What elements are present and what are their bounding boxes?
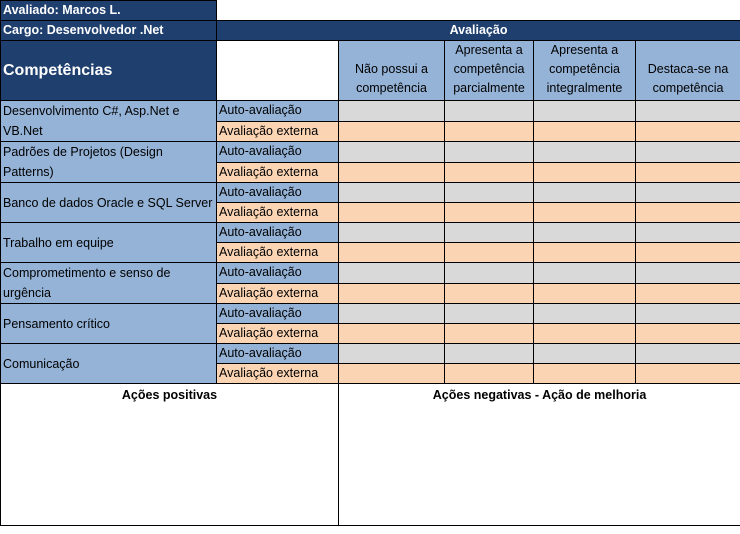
competency-row-auto: [1, 263, 740, 284]
auto-evaluation-label[interactable]: Auto-avaliação: [217, 101, 339, 122]
auto-evaluation-cell[interactable]: [339, 344, 445, 364]
auto-evaluation-cell[interactable]: [445, 304, 534, 324]
auto-evaluation-cell[interactable]: [534, 142, 636, 163]
external-evaluation-label[interactable]: Avaliação externa: [217, 324, 339, 344]
auto-evaluation-cell[interactable]: [534, 101, 636, 122]
auto-evaluation-label[interactable]: Auto-avaliação: [217, 223, 339, 243]
competency-name[interactable]: Comprometimento e senso de urgência: [1, 263, 217, 304]
external-evaluation-cell[interactable]: [636, 203, 740, 223]
external-evaluation-label[interactable]: Avaliação externa: [217, 203, 339, 223]
empty-cell[interactable]: [217, 1, 740, 21]
external-evaluation-cell[interactable]: [445, 162, 534, 183]
external-evaluation-cell[interactable]: [339, 162, 445, 183]
auto-evaluation-cell[interactable]: [534, 223, 636, 243]
external-evaluation-cell[interactable]: [445, 283, 534, 304]
auto-evaluation-cell[interactable]: [445, 223, 534, 243]
external-evaluation-cell[interactable]: [339, 243, 445, 263]
external-evaluation-label[interactable]: Avaliação externa: [217, 162, 339, 183]
negative-actions-box[interactable]: Ações negativas - Ação de melhoria: [339, 384, 740, 526]
auto-evaluation-cell[interactable]: [339, 304, 445, 324]
auto-evaluation-cell[interactable]: [636, 101, 740, 122]
auto-evaluation-cell[interactable]: [534, 263, 636, 284]
external-evaluation-cell[interactable]: [339, 203, 445, 223]
auto-evaluation-cell[interactable]: [339, 142, 445, 163]
type-header-blank[interactable]: [217, 41, 339, 101]
external-evaluation-cell[interactable]: [445, 243, 534, 263]
external-evaluation-cell[interactable]: [445, 324, 534, 344]
external-evaluation-cell[interactable]: [445, 364, 534, 384]
evaluation-header[interactable]: Avaliação: [217, 21, 740, 41]
external-evaluation-cell[interactable]: [636, 162, 740, 183]
external-evaluation-label[interactable]: Avaliação externa: [217, 364, 339, 384]
auto-evaluation-cell[interactable]: [445, 263, 534, 284]
external-evaluation-cell[interactable]: [339, 121, 445, 142]
competency-name[interactable]: Trabalho em equipe: [1, 223, 217, 263]
column-header-parcialmente[interactable]: Apresenta a competência parcialmente: [445, 41, 534, 101]
external-evaluation-cell[interactable]: [636, 324, 740, 344]
competency-name[interactable]: Padrões de Projetos (Design Patterns): [1, 142, 217, 183]
competency-row-auto: [1, 344, 740, 364]
auto-evaluation-cell[interactable]: [636, 183, 740, 203]
external-evaluation-cell[interactable]: [534, 162, 636, 183]
column-header-nao-possui[interactable]: Não possui a competência: [339, 41, 445, 101]
external-evaluation-cell[interactable]: [534, 364, 636, 384]
auto-evaluation-cell[interactable]: [636, 304, 740, 324]
auto-evaluation-label[interactable]: Auto-avaliação: [217, 183, 339, 203]
competency-row-auto: [1, 223, 740, 243]
external-evaluation-label[interactable]: Avaliação externa: [217, 283, 339, 304]
auto-evaluation-cell[interactable]: [445, 101, 534, 122]
auto-evaluation-cell[interactable]: [534, 304, 636, 324]
auto-evaluation-cell[interactable]: [534, 344, 636, 364]
auto-evaluation-cell[interactable]: [636, 344, 740, 364]
external-evaluation-cell[interactable]: [534, 283, 636, 304]
external-evaluation-cell[interactable]: [445, 203, 534, 223]
external-evaluation-cell[interactable]: [445, 121, 534, 142]
auto-evaluation-cell[interactable]: [339, 223, 445, 243]
external-evaluation-cell[interactable]: [636, 243, 740, 263]
auto-evaluation-cell[interactable]: [339, 183, 445, 203]
evaluated-name-cell[interactable]: Avaliado: Marcos L.: [1, 1, 217, 21]
external-evaluation-cell[interactable]: [636, 121, 740, 142]
column-header-destaca-se[interactable]: Destaca-se na competência: [636, 41, 740, 101]
competency-name[interactable]: Banco de dados Oracle e SQL Server: [1, 183, 217, 223]
positive-actions-box[interactable]: Ações positivas: [1, 384, 339, 526]
auto-evaluation-cell[interactable]: [636, 142, 740, 163]
auto-evaluation-cell[interactable]: [445, 344, 534, 364]
competency-row-auto: [1, 183, 740, 203]
competencies-header[interactable]: Competências: [1, 41, 217, 101]
auto-evaluation-label[interactable]: Auto-avaliação: [217, 344, 339, 364]
competency-row-auto: [1, 304, 740, 324]
external-evaluation-label[interactable]: Avaliação externa: [217, 121, 339, 142]
auto-evaluation-cell[interactable]: [445, 142, 534, 163]
auto-evaluation-cell[interactable]: [636, 223, 740, 243]
job-title-cell[interactable]: Cargo: Desenvolvedor .Net: [1, 21, 217, 41]
external-evaluation-label[interactable]: Avaliação externa: [217, 243, 339, 263]
auto-evaluation-label[interactable]: Auto-avaliação: [217, 304, 339, 324]
column-header-integralmente[interactable]: Apresenta a competência integralmente: [534, 41, 636, 101]
external-evaluation-cell[interactable]: [636, 283, 740, 304]
auto-evaluation-cell[interactable]: [339, 101, 445, 122]
competency-name[interactable]: Pensamento crítico: [1, 304, 217, 344]
external-evaluation-cell[interactable]: [339, 283, 445, 304]
competency-name[interactable]: Desenvolvimento C#, Asp.Net e VB.Net: [1, 101, 217, 142]
competency-row-auto: [1, 101, 740, 122]
external-evaluation-cell[interactable]: [534, 121, 636, 142]
external-evaluation-cell[interactable]: [534, 324, 636, 344]
external-evaluation-cell[interactable]: [636, 364, 740, 384]
auto-evaluation-cell[interactable]: [534, 183, 636, 203]
competency-name[interactable]: Comunicação: [1, 344, 217, 384]
auto-evaluation-label[interactable]: Auto-avaliação: [217, 263, 339, 284]
auto-evaluation-label[interactable]: Auto-avaliação: [217, 142, 339, 163]
competency-row-auto: [1, 142, 740, 163]
auto-evaluation-cell[interactable]: [339, 263, 445, 284]
auto-evaluation-cell[interactable]: [636, 263, 740, 284]
external-evaluation-cell[interactable]: [534, 243, 636, 263]
external-evaluation-cell[interactable]: [339, 324, 445, 344]
external-evaluation-cell[interactable]: [534, 203, 636, 223]
external-evaluation-cell[interactable]: [339, 364, 445, 384]
auto-evaluation-cell[interactable]: [445, 183, 534, 203]
